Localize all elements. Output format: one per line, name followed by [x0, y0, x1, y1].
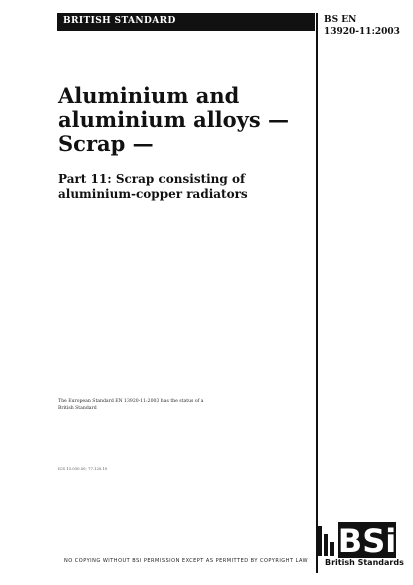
- title-line-3: Scrap —: [58, 131, 154, 156]
- subtitle-line-1: Part 11: Scrap consisting of: [58, 172, 246, 186]
- document-title: [58, 84, 308, 156]
- status-note-line-1: The European Standard EN 13920-11:2003 has the status of a: [58, 399, 204, 404]
- copyright-notice: NO COPYING WITHOUT BSI PERMISSION EXCEPT AS PERMITTED BY COPYRIGHT LAW: [64, 558, 309, 564]
- bsi-logo: [318, 522, 398, 558]
- document-type-label: BRITISH STANDARD: [63, 16, 176, 26]
- brand-name: British Standards: [325, 558, 404, 567]
- bsi-logo-text: BSi: [337, 522, 397, 558]
- vertical-rule: [316, 13, 318, 573]
- status-note: [58, 399, 278, 412]
- standard-number: [324, 14, 400, 38]
- header-bar: [57, 13, 315, 31]
- ics-code: ICS 13.030.50; 77.120.10: [58, 466, 108, 471]
- standard-number-code: 13920-11:2003: [324, 27, 400, 37]
- title-line-1: Aluminium and: [58, 83, 240, 108]
- title-line-2: aluminium alloys —: [58, 107, 289, 132]
- subtitle-line-2: aluminium-copper radiators: [58, 187, 248, 201]
- status-note-line-2: British Standard: [58, 405, 97, 411]
- standard-number-prefix: BS EN: [324, 15, 357, 25]
- document-subtitle: [58, 172, 308, 202]
